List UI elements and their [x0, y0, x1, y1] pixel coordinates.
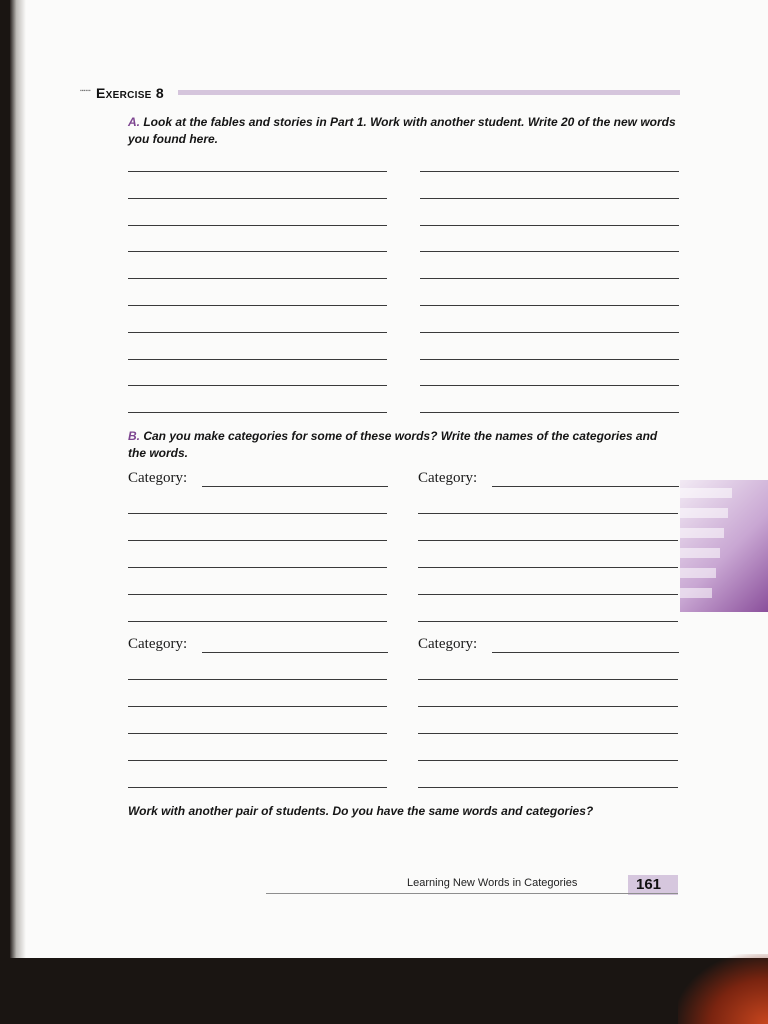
- category-word-line[interactable]: [418, 679, 678, 680]
- category-name-line[interactable]: [492, 652, 679, 653]
- header-rule: [178, 90, 680, 95]
- category-label: Category:: [418, 636, 478, 652]
- word-writing-line[interactable]: [420, 251, 679, 252]
- word-writing-line[interactable]: [420, 359, 679, 360]
- word-writing-line[interactable]: [420, 332, 679, 333]
- category-word-line[interactable]: [128, 706, 387, 707]
- section-tab-image: [680, 480, 768, 612]
- part-b-letter: B.: [128, 429, 140, 443]
- page-number: 161: [636, 876, 662, 893]
- part-b-instruction: [128, 428, 678, 462]
- word-writing-line[interactable]: [128, 412, 387, 413]
- exercise-title: Exercise 8: [96, 85, 164, 101]
- page-fold-shadow: [10, 0, 26, 958]
- category-word-line[interactable]: [128, 513, 387, 514]
- part-b-text: Can you make categories for some of these words? Write the names of the categories and the words.: [128, 429, 658, 460]
- category-label: Category:: [128, 470, 188, 486]
- word-writing-line[interactable]: [128, 359, 387, 360]
- word-writing-line[interactable]: [128, 198, 387, 199]
- category-word-line[interactable]: [128, 594, 387, 595]
- category-label: Category:: [128, 636, 188, 652]
- category-word-line[interactable]: [418, 594, 678, 595]
- word-writing-line[interactable]: [128, 305, 387, 306]
- word-writing-line[interactable]: [420, 385, 679, 386]
- word-writing-line[interactable]: [128, 251, 387, 252]
- word-writing-line[interactable]: [128, 171, 387, 172]
- tab-stair: [680, 488, 732, 498]
- category-word-line[interactable]: [418, 787, 678, 788]
- word-writing-line[interactable]: [128, 225, 387, 226]
- exercise-header: [80, 85, 680, 103]
- category-word-line[interactable]: [418, 621, 678, 622]
- word-writing-line[interactable]: [420, 278, 679, 279]
- category-word-line[interactable]: [128, 760, 387, 761]
- category-label: Category:: [418, 470, 478, 486]
- tab-stair: [680, 568, 716, 578]
- category-word-line[interactable]: [418, 513, 678, 514]
- tab-stair: [680, 508, 728, 518]
- word-writing-line[interactable]: [420, 225, 679, 226]
- part-a-instruction: [128, 114, 678, 148]
- word-writing-line[interactable]: [128, 385, 387, 386]
- category-word-line[interactable]: [418, 760, 678, 761]
- category-word-line[interactable]: [418, 706, 678, 707]
- part-a-text: Look at the fables and stories in Part 1. Work with another student. Write 20 of the new words you found here.: [128, 115, 676, 146]
- word-writing-line[interactable]: [420, 305, 679, 306]
- tab-stair: [680, 588, 712, 598]
- category-name-line[interactable]: [202, 652, 388, 653]
- tab-stair: [680, 548, 720, 558]
- category-word-line[interactable]: [128, 540, 387, 541]
- word-writing-line[interactable]: [420, 198, 679, 199]
- category-word-line[interactable]: [128, 679, 387, 680]
- category-word-line[interactable]: [128, 567, 387, 568]
- word-writing-line[interactable]: [420, 412, 679, 413]
- part-a-letter: A.: [128, 115, 140, 129]
- category-name-line[interactable]: [202, 486, 388, 487]
- footer-instruction: Work with another pair of students. Do you have the same words and categories?: [128, 804, 594, 818]
- word-writing-line[interactable]: [128, 278, 387, 279]
- word-writing-line[interactable]: [420, 171, 679, 172]
- footer-rule: [266, 893, 678, 894]
- category-word-line[interactable]: [418, 567, 678, 568]
- category-word-line[interactable]: [418, 540, 678, 541]
- footer-section-title: Learning New Words in Categories: [407, 877, 578, 889]
- word-writing-line[interactable]: [128, 332, 387, 333]
- category-word-line[interactable]: [128, 787, 387, 788]
- tab-stair: [680, 528, 724, 538]
- category-word-line[interactable]: [128, 733, 387, 734]
- category-word-line[interactable]: [128, 621, 387, 622]
- category-name-line[interactable]: [492, 486, 679, 487]
- header-ornament: ▪▪▪▪▪▪: [80, 88, 91, 94]
- category-word-line[interactable]: [418, 733, 678, 734]
- background-glow: [678, 954, 768, 1024]
